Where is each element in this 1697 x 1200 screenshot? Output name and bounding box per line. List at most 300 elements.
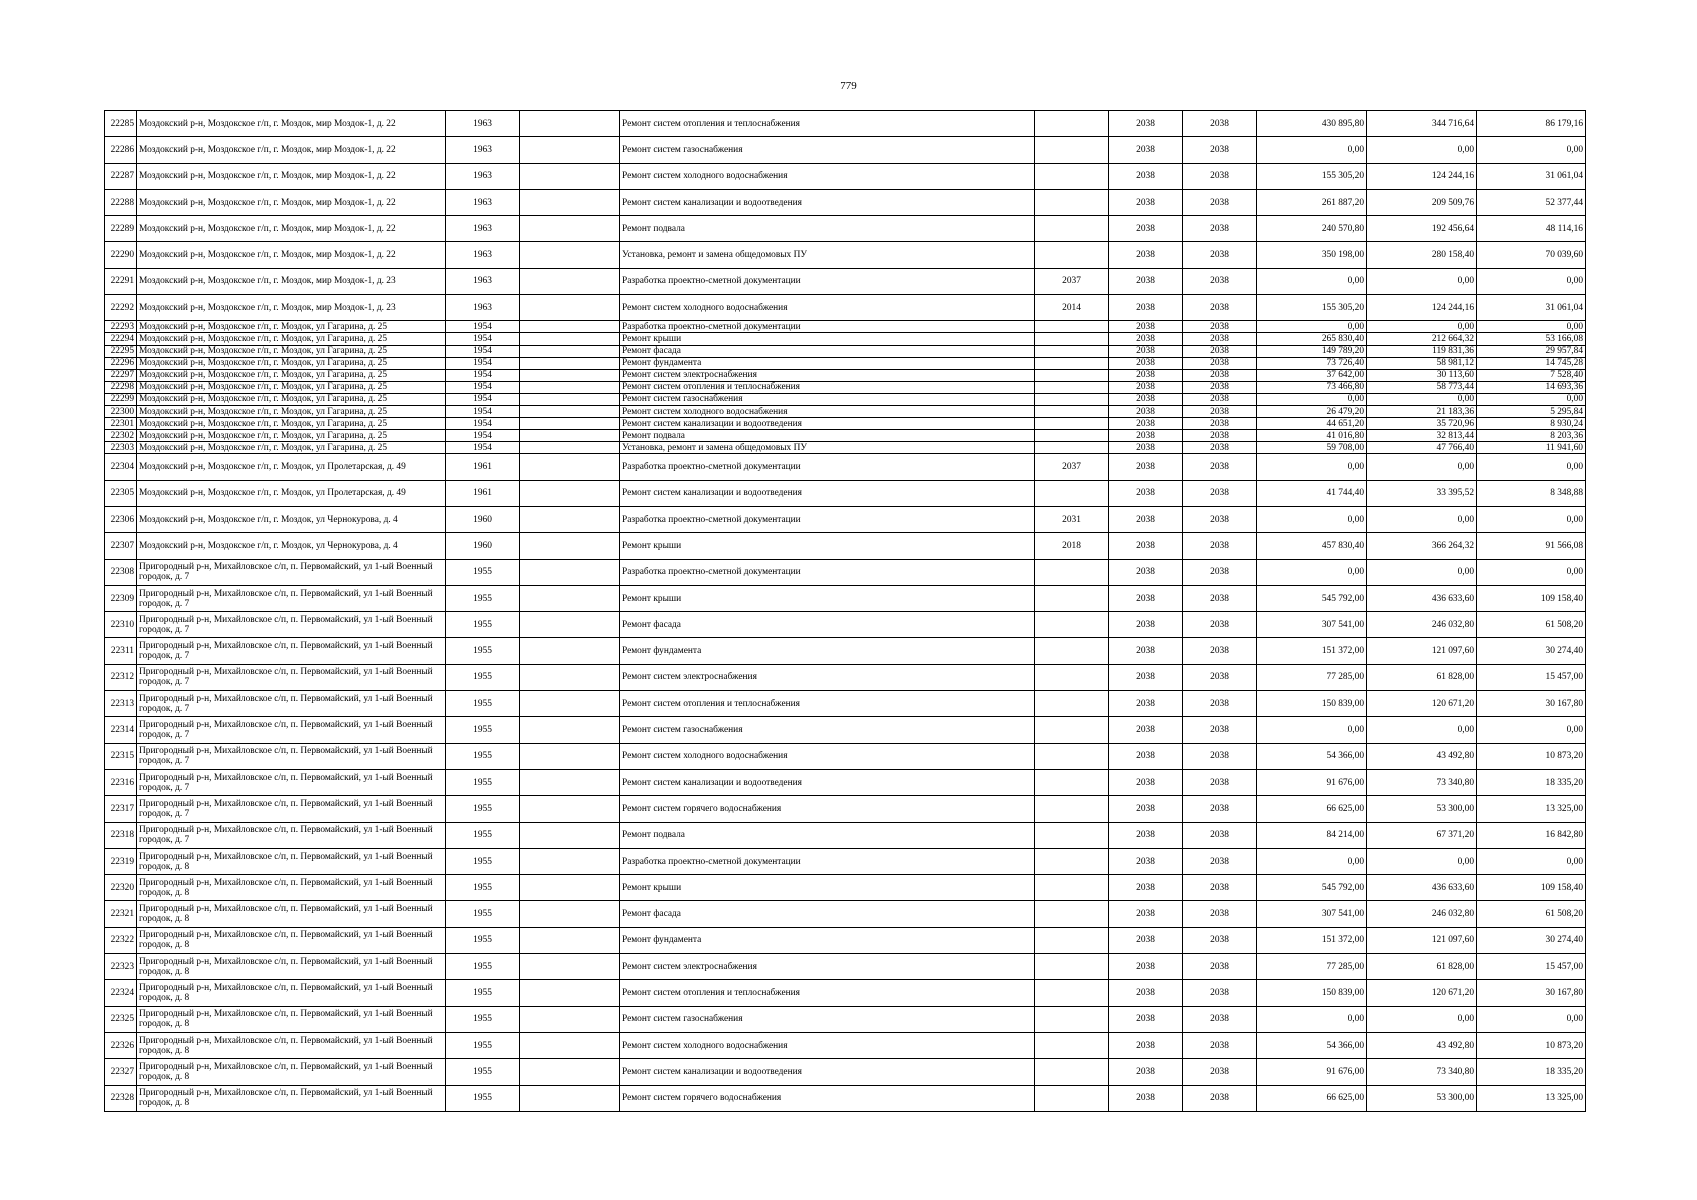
plan-start-year-cell: 2038 xyxy=(1109,585,1183,611)
address-cell: Пригородный р-н, Михайловское с/п, п. Первомайский, ул 1-ый Военный городок, д. 8 xyxy=(137,848,446,874)
last-repair-year-cell xyxy=(1035,585,1109,611)
row-number-cell: 22322 xyxy=(105,927,137,953)
address-cell: Моздокский р-н, Моздокское г/п, г. Моздок, мир Моздок-1, д. 22 xyxy=(137,137,446,163)
empty-cell xyxy=(520,927,620,953)
last-repair-year-cell xyxy=(1035,345,1109,357)
fund-cost-cell: 344 716,64 xyxy=(1367,111,1477,137)
owner-cost-cell: 31 061,04 xyxy=(1477,295,1586,321)
address-cell: Моздокский р-н, Моздокское г/п, г. Моздок, мир Моздок-1, д. 23 xyxy=(137,295,446,321)
address-cell: Пригородный р-н, Михайловское с/п, п. Первомайский, ул 1-ый Военный городок, д. 7 xyxy=(137,585,446,611)
plan-start-year-cell: 2038 xyxy=(1109,1006,1183,1032)
plan-start-year-cell: 2038 xyxy=(1109,848,1183,874)
build-year-cell: 1961 xyxy=(446,480,520,506)
table-row xyxy=(105,507,1586,533)
plan-start-year-cell: 2038 xyxy=(1109,111,1183,137)
build-year-cell: 1963 xyxy=(446,268,520,294)
empty-cell xyxy=(520,189,620,215)
address-cell: Пригородный р-н, Михайловское с/п, п. Первомайский, ул 1-ый Военный городок, д. 8 xyxy=(137,1032,446,1058)
build-year-cell: 1955 xyxy=(446,875,520,901)
total-cost-cell: 0,00 xyxy=(1257,507,1367,533)
owner-cost-cell: 29 957,84 xyxy=(1477,345,1586,357)
owner-cost-cell: 31 061,04 xyxy=(1477,163,1586,189)
fund-cost-cell: 32 813,44 xyxy=(1367,430,1477,442)
last-repair-year-cell xyxy=(1035,1006,1109,1032)
empty-cell xyxy=(520,381,620,393)
address-cell: Пригородный р-н, Михайловское с/п, п. Первомайский, ул 1-ый Военный городок, д. 8 xyxy=(137,927,446,953)
owner-cost-cell: 0,00 xyxy=(1477,137,1586,163)
plan-end-year-cell: 2038 xyxy=(1183,295,1257,321)
build-year-cell: 1955 xyxy=(446,822,520,848)
row-number-cell: 22319 xyxy=(105,848,137,874)
table-row xyxy=(105,295,1586,321)
last-repair-year-cell xyxy=(1035,954,1109,980)
work-type-cell: Ремонт систем газоснабжения xyxy=(620,1006,1035,1032)
fund-cost-cell: 0,00 xyxy=(1367,848,1477,874)
last-repair-year-cell xyxy=(1035,393,1109,405)
work-type-cell: Ремонт систем газоснабжения xyxy=(620,717,1035,743)
work-type-cell: Ремонт подвала xyxy=(620,216,1035,242)
plan-start-year-cell: 2038 xyxy=(1109,295,1183,321)
table-row xyxy=(105,216,1586,242)
last-repair-year-cell xyxy=(1035,321,1109,333)
plan-start-year-cell: 2038 xyxy=(1109,533,1183,559)
owner-cost-cell: 109 158,40 xyxy=(1477,875,1586,901)
last-repair-year-cell xyxy=(1035,691,1109,717)
fund-cost-cell: 53 300,00 xyxy=(1367,1085,1477,1111)
empty-cell xyxy=(520,954,620,980)
build-year-cell: 1955 xyxy=(446,585,520,611)
empty-cell xyxy=(520,1085,620,1111)
fund-cost-cell: 58 981,12 xyxy=(1367,357,1477,369)
fund-cost-cell: 436 633,60 xyxy=(1367,875,1477,901)
table-row xyxy=(105,189,1586,215)
work-type-cell: Ремонт систем электроснабжения xyxy=(620,954,1035,980)
build-year-cell: 1954 xyxy=(446,321,520,333)
table-row xyxy=(105,418,1586,430)
total-cost-cell: 0,00 xyxy=(1257,137,1367,163)
plan-start-year-cell: 2038 xyxy=(1109,418,1183,430)
row-number-cell: 22308 xyxy=(105,559,137,585)
plan-start-year-cell: 2038 xyxy=(1109,743,1183,769)
last-repair-year-cell xyxy=(1035,369,1109,381)
build-year-cell: 1955 xyxy=(446,638,520,664)
fund-cost-cell: 61 828,00 xyxy=(1367,664,1477,690)
owner-cost-cell: 61 508,20 xyxy=(1477,612,1586,638)
owner-cost-cell: 70 039,60 xyxy=(1477,242,1586,268)
owner-cost-cell: 8 930,24 xyxy=(1477,418,1586,430)
row-number-cell: 22309 xyxy=(105,585,137,611)
plan-end-year-cell: 2038 xyxy=(1183,743,1257,769)
plan-start-year-cell: 2038 xyxy=(1109,507,1183,533)
total-cost-cell: 155 305,20 xyxy=(1257,295,1367,321)
build-year-cell: 1963 xyxy=(446,189,520,215)
last-repair-year-cell xyxy=(1035,137,1109,163)
total-cost-cell: 0,00 xyxy=(1257,321,1367,333)
fund-cost-cell: 58 773,44 xyxy=(1367,381,1477,393)
address-cell: Пригородный р-н, Михайловское с/п, п. Первомайский, ул 1-ый Военный городок, д. 7 xyxy=(137,769,446,795)
build-year-cell: 1955 xyxy=(446,743,520,769)
fund-cost-cell: 35 720,96 xyxy=(1367,418,1477,430)
work-type-cell: Ремонт подвала xyxy=(620,822,1035,848)
owner-cost-cell: 14 745,28 xyxy=(1477,357,1586,369)
work-type-cell: Ремонт фасада xyxy=(620,612,1035,638)
owner-cost-cell: 86 179,16 xyxy=(1477,111,1586,137)
last-repair-year-cell xyxy=(1035,480,1109,506)
build-year-cell: 1955 xyxy=(446,717,520,743)
total-cost-cell: 0,00 xyxy=(1257,848,1367,874)
owner-cost-cell: 0,00 xyxy=(1477,268,1586,294)
address-cell: Моздокский р-н, Моздокское г/п, г. Моздок, ул Гагарина, д. 25 xyxy=(137,406,446,418)
table-row xyxy=(105,533,1586,559)
work-type-cell: Ремонт систем электроснабжения xyxy=(620,369,1035,381)
work-type-cell: Ремонт систем холодного водоснабжения xyxy=(620,1032,1035,1058)
owner-cost-cell: 16 842,80 xyxy=(1477,822,1586,848)
build-year-cell: 1955 xyxy=(446,980,520,1006)
row-number-cell: 22287 xyxy=(105,163,137,189)
row-number-cell: 22303 xyxy=(105,442,137,454)
last-repair-year-cell xyxy=(1035,430,1109,442)
row-number-cell: 22323 xyxy=(105,954,137,980)
build-year-cell: 1955 xyxy=(446,796,520,822)
fund-cost-cell: 47 766,40 xyxy=(1367,442,1477,454)
plan-end-year-cell: 2038 xyxy=(1183,664,1257,690)
table-row xyxy=(105,1006,1586,1032)
build-year-cell: 1955 xyxy=(446,1059,520,1085)
work-type-cell: Ремонт систем газоснабжения xyxy=(620,137,1035,163)
work-type-cell: Ремонт систем холодного водоснабжения xyxy=(620,406,1035,418)
empty-cell xyxy=(520,507,620,533)
total-cost-cell: 41 744,40 xyxy=(1257,480,1367,506)
empty-cell xyxy=(520,137,620,163)
row-number-cell: 22317 xyxy=(105,796,137,822)
empty-cell xyxy=(520,216,620,242)
plan-end-year-cell: 2038 xyxy=(1183,357,1257,369)
work-type-cell: Ремонт систем холодного водоснабжения xyxy=(620,163,1035,189)
work-type-cell: Ремонт систем канализации и водоотведения xyxy=(620,189,1035,215)
table-row xyxy=(105,430,1586,442)
row-number-cell: 22291 xyxy=(105,268,137,294)
last-repair-year-cell xyxy=(1035,111,1109,137)
plan-start-year-cell: 2038 xyxy=(1109,189,1183,215)
fund-cost-cell: 67 371,20 xyxy=(1367,822,1477,848)
plan-start-year-cell: 2038 xyxy=(1109,321,1183,333)
table-row xyxy=(105,369,1586,381)
fund-cost-cell: 21 183,36 xyxy=(1367,406,1477,418)
work-type-cell: Ремонт систем отопления и теплоснабжения xyxy=(620,691,1035,717)
table-row xyxy=(105,393,1586,405)
last-repair-year-cell xyxy=(1035,406,1109,418)
row-number-cell: 22302 xyxy=(105,430,137,442)
work-type-cell: Ремонт фасада xyxy=(620,901,1035,927)
empty-cell xyxy=(520,822,620,848)
empty-cell xyxy=(520,406,620,418)
address-cell: Пригородный р-н, Михайловское с/п, п. Первомайский, ул 1-ый Военный городок, д. 8 xyxy=(137,875,446,901)
empty-cell xyxy=(520,480,620,506)
table-row xyxy=(105,381,1586,393)
owner-cost-cell: 0,00 xyxy=(1477,321,1586,333)
fund-cost-cell: 119 831,36 xyxy=(1367,345,1477,357)
last-repair-year-cell xyxy=(1035,559,1109,585)
address-cell: Моздокский р-н, Моздокское г/п, г. Моздок, ул Гагарина, д. 25 xyxy=(137,369,446,381)
owner-cost-cell: 30 167,80 xyxy=(1477,980,1586,1006)
owner-cost-cell: 0,00 xyxy=(1477,717,1586,743)
plan-end-year-cell: 2038 xyxy=(1183,406,1257,418)
fund-cost-cell: 0,00 xyxy=(1367,321,1477,333)
last-repair-year-cell xyxy=(1035,612,1109,638)
empty-cell xyxy=(520,333,620,345)
empty-cell xyxy=(520,418,620,430)
table-row xyxy=(105,769,1586,795)
fund-cost-cell: 280 158,40 xyxy=(1367,242,1477,268)
row-number-cell: 22307 xyxy=(105,533,137,559)
fund-cost-cell: 0,00 xyxy=(1367,137,1477,163)
total-cost-cell: 430 895,80 xyxy=(1257,111,1367,137)
row-number-cell: 22285 xyxy=(105,111,137,137)
empty-cell xyxy=(520,717,620,743)
page-number: 779 xyxy=(840,80,857,92)
owner-cost-cell: 0,00 xyxy=(1477,454,1586,480)
plan-end-year-cell: 2038 xyxy=(1183,717,1257,743)
table-row xyxy=(105,980,1586,1006)
row-number-cell: 22295 xyxy=(105,345,137,357)
work-type-cell: Ремонт систем холодного водоснабжения xyxy=(620,295,1035,321)
owner-cost-cell: 52 377,44 xyxy=(1477,189,1586,215)
build-year-cell: 1954 xyxy=(446,406,520,418)
fund-cost-cell: 61 828,00 xyxy=(1367,954,1477,980)
build-year-cell: 1963 xyxy=(446,163,520,189)
plan-start-year-cell: 2038 xyxy=(1109,691,1183,717)
row-number-cell: 22294 xyxy=(105,333,137,345)
plan-start-year-cell: 2038 xyxy=(1109,268,1183,294)
owner-cost-cell: 48 114,16 xyxy=(1477,216,1586,242)
work-type-cell: Разработка проектно-сметной документации xyxy=(620,321,1035,333)
work-type-cell: Ремонт подвала xyxy=(620,430,1035,442)
plan-end-year-cell: 2038 xyxy=(1183,796,1257,822)
last-repair-year-cell xyxy=(1035,901,1109,927)
address-cell: Пригородный р-н, Михайловское с/п, п. Первомайский, ул 1-ый Военный городок, д. 7 xyxy=(137,796,446,822)
owner-cost-cell: 10 873,20 xyxy=(1477,1032,1586,1058)
total-cost-cell: 457 830,40 xyxy=(1257,533,1367,559)
fund-cost-cell: 0,00 xyxy=(1367,393,1477,405)
table-row xyxy=(105,480,1586,506)
empty-cell xyxy=(520,357,620,369)
plan-end-year-cell: 2038 xyxy=(1183,430,1257,442)
empty-cell xyxy=(520,875,620,901)
build-year-cell: 1963 xyxy=(446,242,520,268)
table-row xyxy=(105,822,1586,848)
plan-end-year-cell: 2038 xyxy=(1183,559,1257,585)
repair-program-table xyxy=(104,110,1586,1112)
work-type-cell: Установка, ремонт и замена общедомовых ПУ xyxy=(620,442,1035,454)
build-year-cell: 1954 xyxy=(446,418,520,430)
empty-cell xyxy=(520,848,620,874)
build-year-cell: 1954 xyxy=(446,345,520,357)
plan-end-year-cell: 2038 xyxy=(1183,1006,1257,1032)
last-repair-year-cell xyxy=(1035,717,1109,743)
total-cost-cell: 77 285,00 xyxy=(1257,954,1367,980)
work-type-cell: Разработка проектно-сметной документации xyxy=(620,454,1035,480)
build-year-cell: 1963 xyxy=(446,295,520,321)
table-row xyxy=(105,901,1586,927)
work-type-cell: Ремонт систем отопления и теплоснабжения xyxy=(620,111,1035,137)
row-number-cell: 22290 xyxy=(105,242,137,268)
build-year-cell: 1954 xyxy=(446,442,520,454)
owner-cost-cell: 30 167,80 xyxy=(1477,691,1586,717)
table-row xyxy=(105,454,1586,480)
empty-cell xyxy=(520,691,620,717)
table-row xyxy=(105,242,1586,268)
plan-end-year-cell: 2038 xyxy=(1183,242,1257,268)
last-repair-year-cell xyxy=(1035,796,1109,822)
last-repair-year-cell xyxy=(1035,822,1109,848)
plan-end-year-cell: 2038 xyxy=(1183,1085,1257,1111)
last-repair-year-cell xyxy=(1035,848,1109,874)
plan-end-year-cell: 2038 xyxy=(1183,418,1257,430)
row-number-cell: 22324 xyxy=(105,980,137,1006)
row-number-cell: 22288 xyxy=(105,189,137,215)
build-year-cell: 1955 xyxy=(446,691,520,717)
table-row xyxy=(105,954,1586,980)
empty-cell xyxy=(520,295,620,321)
fund-cost-cell: 366 264,32 xyxy=(1367,533,1477,559)
total-cost-cell: 0,00 xyxy=(1257,559,1367,585)
owner-cost-cell: 61 508,20 xyxy=(1477,901,1586,927)
row-number-cell: 22316 xyxy=(105,769,137,795)
address-cell: Пригородный р-н, Михайловское с/п, п. Первомайский, ул 1-ый Военный городок, д. 8 xyxy=(137,1059,446,1085)
table-row xyxy=(105,927,1586,953)
last-repair-year-cell xyxy=(1035,638,1109,664)
fund-cost-cell: 43 492,80 xyxy=(1367,1032,1477,1058)
total-cost-cell: 0,00 xyxy=(1257,454,1367,480)
empty-cell xyxy=(520,454,620,480)
plan-end-year-cell: 2038 xyxy=(1183,927,1257,953)
row-number-cell: 22293 xyxy=(105,321,137,333)
row-number-cell: 22325 xyxy=(105,1006,137,1032)
work-type-cell: Ремонт систем горячего водоснабжения xyxy=(620,796,1035,822)
plan-start-year-cell: 2038 xyxy=(1109,430,1183,442)
plan-end-year-cell: 2038 xyxy=(1183,769,1257,795)
fund-cost-cell: 0,00 xyxy=(1367,507,1477,533)
last-repair-year-cell xyxy=(1035,769,1109,795)
work-type-cell: Ремонт крыши xyxy=(620,533,1035,559)
work-type-cell: Ремонт крыши xyxy=(620,333,1035,345)
plan-end-year-cell: 2038 xyxy=(1183,1032,1257,1058)
total-cost-cell: 59 708,00 xyxy=(1257,442,1367,454)
work-type-cell: Разработка проектно-сметной документации xyxy=(620,848,1035,874)
plan-start-year-cell: 2038 xyxy=(1109,717,1183,743)
work-type-cell: Установка, ремонт и замена общедомовых ПУ xyxy=(620,242,1035,268)
work-type-cell: Ремонт систем канализации и водоотведения xyxy=(620,1059,1035,1085)
table-row xyxy=(105,875,1586,901)
empty-cell xyxy=(520,1006,620,1032)
owner-cost-cell: 8 203,36 xyxy=(1477,430,1586,442)
work-type-cell: Ремонт систем электроснабжения xyxy=(620,664,1035,690)
total-cost-cell: 151 372,00 xyxy=(1257,638,1367,664)
fund-cost-cell: 124 244,16 xyxy=(1367,295,1477,321)
empty-cell xyxy=(520,796,620,822)
address-cell: Пригородный р-н, Михайловское с/п, п. Первомайский, ул 1-ый Военный городок, д. 7 xyxy=(137,559,446,585)
build-year-cell: 1955 xyxy=(446,1085,520,1111)
fund-cost-cell: 121 097,60 xyxy=(1367,638,1477,664)
last-repair-year-cell xyxy=(1035,357,1109,369)
total-cost-cell: 151 372,00 xyxy=(1257,927,1367,953)
owner-cost-cell: 0,00 xyxy=(1477,507,1586,533)
owner-cost-cell: 14 693,36 xyxy=(1477,381,1586,393)
row-number-cell: 22305 xyxy=(105,480,137,506)
empty-cell xyxy=(520,769,620,795)
owner-cost-cell: 7 528,40 xyxy=(1477,369,1586,381)
plan-end-year-cell: 2038 xyxy=(1183,111,1257,137)
last-repair-year-cell: 2037 xyxy=(1035,268,1109,294)
table-row xyxy=(105,1059,1586,1085)
empty-cell xyxy=(520,533,620,559)
total-cost-cell: 155 305,20 xyxy=(1257,163,1367,189)
table-row xyxy=(105,796,1586,822)
plan-start-year-cell: 2038 xyxy=(1109,638,1183,664)
fund-cost-cell: 73 340,80 xyxy=(1367,769,1477,795)
total-cost-cell: 150 839,00 xyxy=(1257,691,1367,717)
owner-cost-cell: 0,00 xyxy=(1477,393,1586,405)
owner-cost-cell: 91 566,08 xyxy=(1477,533,1586,559)
build-year-cell: 1961 xyxy=(446,454,520,480)
build-year-cell: 1955 xyxy=(446,664,520,690)
total-cost-cell: 0,00 xyxy=(1257,268,1367,294)
owner-cost-cell: 11 941,60 xyxy=(1477,442,1586,454)
table-row xyxy=(105,717,1586,743)
owner-cost-cell: 30 274,40 xyxy=(1477,638,1586,664)
work-type-cell: Ремонт фундамента xyxy=(620,927,1035,953)
build-year-cell: 1955 xyxy=(446,848,520,874)
plan-end-year-cell: 2038 xyxy=(1183,216,1257,242)
build-year-cell: 1954 xyxy=(446,430,520,442)
work-type-cell: Ремонт систем газоснабжения xyxy=(620,393,1035,405)
empty-cell xyxy=(520,321,620,333)
plan-end-year-cell: 2038 xyxy=(1183,268,1257,294)
total-cost-cell: 545 792,00 xyxy=(1257,585,1367,611)
row-number-cell: 22314 xyxy=(105,717,137,743)
build-year-cell: 1955 xyxy=(446,954,520,980)
fund-cost-cell: 120 671,20 xyxy=(1367,980,1477,1006)
build-year-cell: 1963 xyxy=(446,137,520,163)
total-cost-cell: 350 198,00 xyxy=(1257,242,1367,268)
owner-cost-cell: 109 158,40 xyxy=(1477,585,1586,611)
empty-cell xyxy=(520,664,620,690)
empty-cell xyxy=(520,442,620,454)
address-cell: Пригородный р-н, Михайловское с/п, п. Первомайский, ул 1-ый Военный городок, д. 7 xyxy=(137,743,446,769)
address-cell: Моздокский р-н, Моздокское г/п, г. Моздок, мир Моздок-1, д. 22 xyxy=(137,111,446,137)
row-number-cell: 22312 xyxy=(105,664,137,690)
total-cost-cell: 307 541,00 xyxy=(1257,901,1367,927)
fund-cost-cell: 121 097,60 xyxy=(1367,927,1477,953)
plan-start-year-cell: 2038 xyxy=(1109,1032,1183,1058)
plan-start-year-cell: 2038 xyxy=(1109,559,1183,585)
row-number-cell: 22321 xyxy=(105,901,137,927)
total-cost-cell: 240 570,80 xyxy=(1257,216,1367,242)
work-type-cell: Ремонт систем отопления и теплоснабжения xyxy=(620,381,1035,393)
plan-start-year-cell: 2038 xyxy=(1109,1085,1183,1111)
plan-end-year-cell: 2038 xyxy=(1183,321,1257,333)
empty-cell xyxy=(520,559,620,585)
address-cell: Пригородный р-н, Михайловское с/п, п. Первомайский, ул 1-ый Военный городок, д. 8 xyxy=(137,1006,446,1032)
empty-cell xyxy=(520,638,620,664)
fund-cost-cell: 73 340,80 xyxy=(1367,1059,1477,1085)
last-repair-year-cell xyxy=(1035,1032,1109,1058)
address-cell: Моздокский р-н, Моздокское г/п, г. Моздок, мир Моздок-1, д. 22 xyxy=(137,163,446,189)
address-cell: Моздокский р-н, Моздокское г/п, г. Моздок, ул Чернокурова, д. 4 xyxy=(137,507,446,533)
owner-cost-cell: 8 348,88 xyxy=(1477,480,1586,506)
work-type-cell: Ремонт систем горячего водоснабжения xyxy=(620,1085,1035,1111)
address-cell: Моздокский р-н, Моздокское г/п, г. Моздок, ул Гагарина, д. 25 xyxy=(137,381,446,393)
